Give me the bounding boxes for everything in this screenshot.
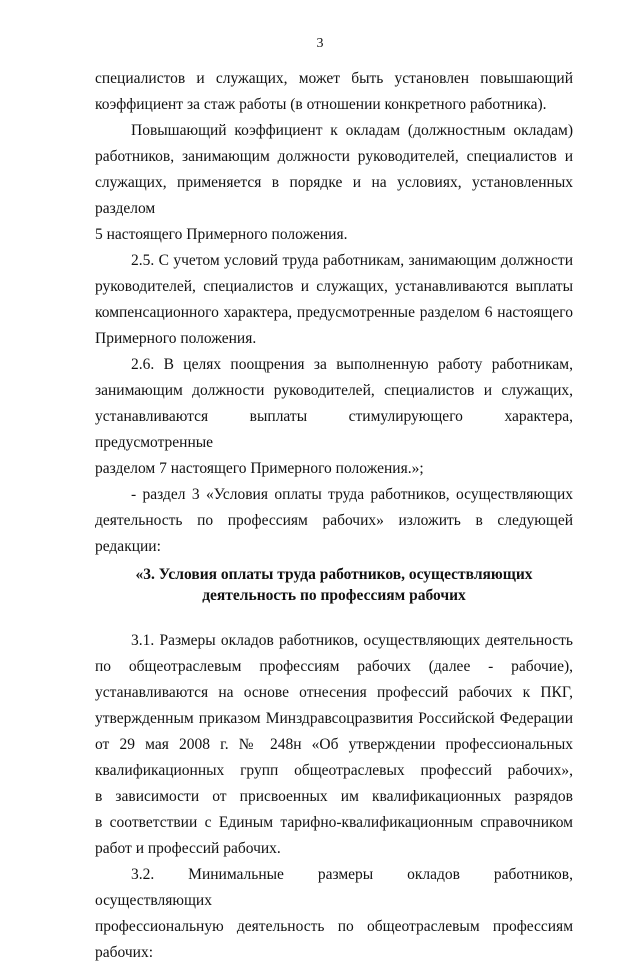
text-line: деятельность по профессиям рабочих» изложить в следующей редакции: bbox=[95, 512, 573, 555]
text-line: 3.2. Минимальные размеры окладов работников, осуществляющих bbox=[95, 866, 573, 909]
paragraph-2-5 bbox=[95, 248, 573, 352]
text-line: 2.5. С учетом условий труда работникам, занимающим должности bbox=[131, 252, 573, 269]
text-line: Примерного положения. bbox=[95, 330, 257, 347]
text-line: квалификационных групп общеотраслевых профессий рабочих», bbox=[95, 762, 573, 779]
text-line: работников, занимающим должности руководителей, специалистов и bbox=[95, 148, 573, 165]
text-line: по общеотраслевым профессиям рабочих (далее - рабочие), bbox=[95, 658, 573, 675]
text-line: в соответствии с Единым тарифно-квалификационным справочником bbox=[95, 814, 573, 831]
text-line: руководителей, специалистов и служащих, устанавливаются выплаты bbox=[95, 278, 573, 295]
paragraph-continuation bbox=[95, 66, 573, 118]
text-line: от 29 мая 2008 г. № 248н «Об утверждении профессиональных bbox=[95, 736, 573, 753]
paragraph-section-3-intro bbox=[95, 482, 573, 560]
text-line: специалистов и служащих, может быть установлен повышающий bbox=[95, 70, 573, 87]
text-line: утвержденным приказом Минздравсоцразвития Российской Федерации bbox=[95, 710, 573, 727]
text-line: в зависимости от присвоенных им квалификационных разрядов bbox=[95, 788, 573, 805]
text-line: 2.6. В целях поощрения за выполненную работу работникам, bbox=[131, 356, 573, 373]
page-number: 3 bbox=[316, 36, 324, 51]
text-line: занимающим должности руководителей, специалистов и служащих, bbox=[95, 382, 573, 399]
text-line: устанавливаются на основе отнесения профессий рабочих к ПКГ, bbox=[95, 684, 573, 701]
text-line: 5 настоящего Примерного положения. bbox=[95, 226, 348, 243]
heading-line: «3. Условия оплаты труда работников, осуществляющих bbox=[135, 566, 533, 583]
text-line: работ и профессий рабочих. bbox=[95, 840, 281, 857]
text-line: - раздел 3 «Условия оплаты труда работников, осуществляющих bbox=[131, 486, 573, 503]
text-line: профессиональную деятельность по общеотраслевым профессиям bbox=[95, 918, 573, 935]
paragraph-3-1 bbox=[95, 628, 573, 862]
text-line: 3.1. Размеры окладов работников, осуществляющих деятельность bbox=[131, 632, 573, 649]
text-line: рабочих: bbox=[95, 944, 154, 961]
paragraph-3-2 bbox=[95, 862, 573, 966]
paragraph-coefficient bbox=[95, 118, 573, 248]
heading-line: деятельность по профессиям рабочих bbox=[202, 587, 466, 604]
text-line: устанавливаются выплаты стимулирующего характера, предусмотренные bbox=[95, 408, 573, 451]
text-line: служащих, применяется в порядке и на условиях, установленных разделом bbox=[95, 174, 573, 217]
text-line: компенсационного характера, предусмотренные разделом 6 настоящего bbox=[95, 304, 573, 321]
text-line: коэффициент за стаж работы (в отношении конкретного работника). bbox=[95, 96, 547, 113]
document-body bbox=[95, 66, 573, 966]
section-heading bbox=[95, 564, 573, 606]
text-line: Повышающий коэффициент к окладам (должностным окладам) bbox=[131, 122, 573, 139]
paragraph-2-6 bbox=[95, 352, 573, 482]
text-line: разделом 7 настоящего Примерного положения.»; bbox=[95, 460, 424, 477]
